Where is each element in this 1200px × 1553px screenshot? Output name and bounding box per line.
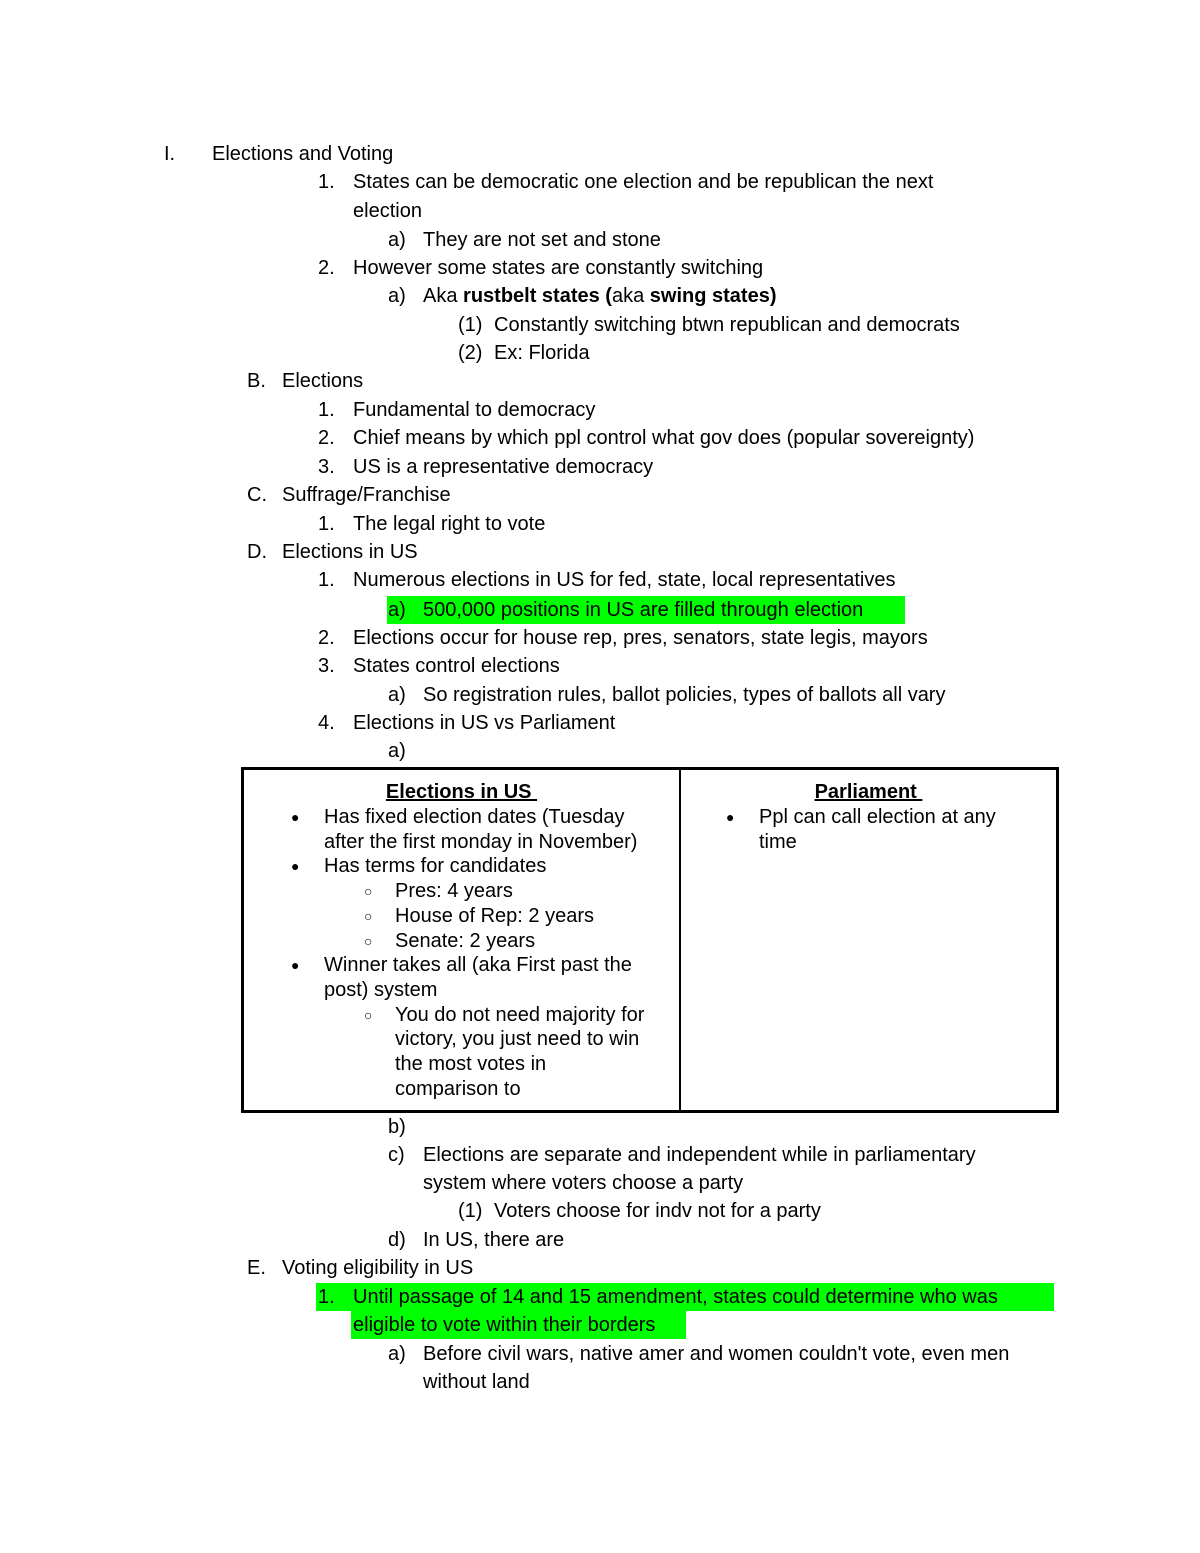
outline-text: Elections bbox=[282, 370, 364, 392]
bullet-icon: ● bbox=[291, 957, 300, 974]
outline-text: States control elections bbox=[353, 655, 560, 677]
sub-bullet-icon: ○ bbox=[364, 1006, 373, 1023]
sub-bullet-icon: ○ bbox=[364, 907, 373, 924]
outline-text: Numerous elections in US for fed, state, local representatives bbox=[353, 569, 896, 591]
table-cell-line: Ppl can call election at any bbox=[759, 806, 996, 828]
bullet-icon: ● bbox=[726, 809, 735, 825]
outline-text: Elections in US vs Parliament bbox=[353, 712, 616, 734]
table-cell-parliament bbox=[681, 770, 1056, 1110]
outline-label: (1) bbox=[458, 314, 483, 336]
outline-text: Elections and Voting bbox=[212, 143, 394, 165]
outline-text: Chief means by which ppl control what gov does (popular sovereignty) bbox=[353, 427, 975, 449]
bullet-icon: ● bbox=[291, 858, 300, 875]
outline-text: Elections occur for house rep, pres, senators, state legis, mayors bbox=[353, 627, 928, 649]
outline-text: Constantly switching btwn republican and democrats bbox=[494, 314, 960, 336]
outline-text: 500,000 positions in US are filled through election bbox=[423, 599, 864, 621]
outline-label: E. bbox=[247, 1257, 266, 1279]
sub-bullet-icon: ○ bbox=[364, 883, 373, 900]
outline-label: a) bbox=[388, 229, 406, 251]
outline-label: 2. bbox=[318, 257, 335, 279]
sub-bullet-icon: ○ bbox=[364, 932, 373, 949]
outline-text: They are not set and stone bbox=[423, 229, 661, 251]
outline-label: 2. bbox=[318, 427, 335, 449]
table-cell-line: You do not need majority for bbox=[395, 1003, 645, 1026]
outline-label: a) bbox=[388, 599, 406, 621]
outline-label: (1) bbox=[458, 1200, 483, 1222]
outline-text: Until passage of 14 and 15 amendment, states could determine who was bbox=[353, 1286, 998, 1308]
table-cell-line: Winner takes all (aka First past the bbox=[324, 954, 632, 977]
outline-text: Suffrage/Franchise bbox=[282, 484, 451, 506]
outline-label: 1. bbox=[318, 569, 335, 591]
outline-label: a) bbox=[388, 740, 406, 762]
table-cell-line: House of Rep: 2 years bbox=[395, 904, 594, 927]
outline-text: without land bbox=[423, 1371, 530, 1393]
outline-label: 1. bbox=[318, 513, 335, 535]
outline-text: Elections are separate and independent while in parliamentary bbox=[423, 1144, 976, 1166]
table-cell-line: after the first monday in November) bbox=[324, 830, 638, 853]
outline-label: B. bbox=[247, 370, 266, 392]
outline-label: 1. bbox=[318, 1286, 335, 1308]
outline-text: eligible to vote within their borders bbox=[353, 1314, 656, 1336]
table-header-parliament: Parliament bbox=[814, 781, 923, 803]
table-cell-line: comparison to bbox=[395, 1077, 521, 1100]
text-run: Aka bbox=[423, 285, 464, 307]
table-header-elections-in-us: Elections in US bbox=[385, 781, 538, 803]
outline-text: election bbox=[353, 200, 422, 222]
outline-text: Before civil wars, native amer and women couldn't vote, even men bbox=[423, 1343, 1010, 1365]
table-cell-line: the most votes in bbox=[395, 1053, 547, 1075]
outline-label: 1. bbox=[318, 171, 335, 193]
table-cell-line: Has terms for candidates bbox=[324, 855, 547, 878]
outline-label: D. bbox=[247, 541, 267, 563]
table-cell-elections-in-us bbox=[244, 770, 681, 1110]
table-cell-line: post) system bbox=[324, 978, 438, 1001]
outline-text bbox=[423, 282, 776, 310]
outline-text: Ex: Florida bbox=[494, 342, 590, 364]
outline-label: 2. bbox=[318, 627, 335, 649]
outline-text: Voters choose for indv not for a party bbox=[494, 1200, 821, 1222]
outline-label: I. bbox=[164, 143, 176, 165]
table-cell-line: Has fixed election dates (Tuesday bbox=[324, 806, 625, 828]
outline-text: Elections in US bbox=[282, 541, 418, 563]
table-cell-line: time bbox=[759, 830, 797, 853]
table-cell-line: Pres: 4 years bbox=[395, 880, 513, 903]
outline-text: States can be democratic one election and be republican the next bbox=[353, 171, 934, 193]
outline-label: 1. bbox=[318, 399, 335, 421]
outline-text: So registration rules, ballot policies, types of ballots all vary bbox=[423, 684, 946, 706]
bullet-icon: ● bbox=[291, 809, 300, 825]
outline-label: (2) bbox=[458, 342, 483, 364]
bold-term: rustbelt states ( bbox=[463, 285, 612, 307]
outline-label: a) bbox=[388, 1343, 406, 1365]
outline-text: However some states are constantly switching bbox=[353, 257, 764, 279]
outline-label: c) bbox=[388, 1144, 405, 1166]
outline-label: a) bbox=[388, 285, 406, 307]
outline-label: 4. bbox=[318, 712, 335, 734]
table-cell-line: victory, you just need to win bbox=[395, 1028, 640, 1051]
outline-label: C. bbox=[247, 484, 267, 506]
text-run: aka bbox=[611, 285, 650, 307]
comparison-table bbox=[241, 767, 1059, 1113]
outline-text: system where voters choose a party bbox=[423, 1172, 744, 1194]
outline-text: Voting eligibility in US bbox=[282, 1257, 474, 1279]
table-cell-line: Senate: 2 years bbox=[395, 929, 536, 952]
outline-label: 3. bbox=[318, 456, 335, 478]
outline-label: 3. bbox=[318, 655, 335, 677]
outline-label: a) bbox=[388, 684, 406, 706]
outline-label: b) bbox=[388, 1116, 406, 1138]
outline-text: Fundamental to democracy bbox=[353, 399, 596, 421]
outline-text: In US, there are bbox=[423, 1229, 565, 1251]
outline-text: US is a representative democracy bbox=[353, 456, 654, 478]
outline-label: d) bbox=[388, 1229, 406, 1251]
outline-text: The legal right to vote bbox=[353, 513, 546, 535]
bold-term: swing states) bbox=[649, 285, 777, 307]
